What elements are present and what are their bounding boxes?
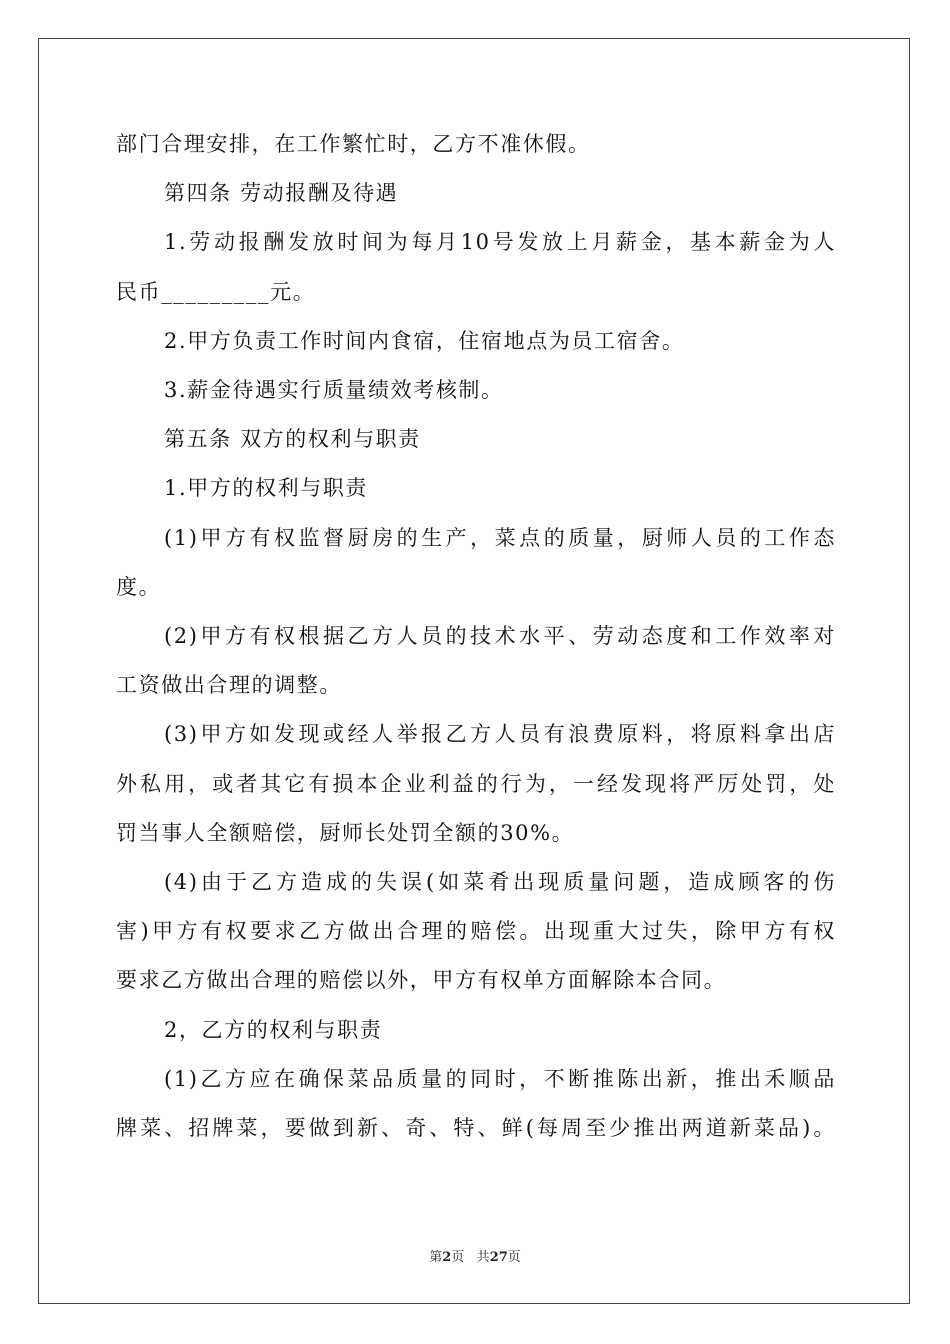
footer-prefix: 第 [429, 1250, 443, 1265]
text-line: 民币_________元。 [116, 279, 316, 304]
page-footer [0, 1246, 950, 1265]
text-line: 牌菜、招牌菜，要做到新、奇、特、鲜(每周至少推出两道新菜品)。 [116, 1116, 836, 1140]
text-line: 部门合理安排，在工作繁忙时，乙方不准休假。 [116, 132, 591, 156]
text-line: (1)甲方有权监督厨房的生产，菜点的质量，厨师人员的工作态 [164, 525, 836, 550]
text-line: 要求乙方做出合理的赔偿以外，甲方有权单方面解除本合同。 [116, 968, 727, 993]
text-line: (2)甲方有权根据乙方人员的技术水平、劳动态度和工作效率对 [164, 624, 836, 648]
text-line: 第五条 双方的权利与职责 [164, 427, 421, 452]
text-line: 罚当事人全额赔偿，厨师长处罚全额的30%。 [116, 820, 575, 845]
text-line: 外私用，或者其它有损本企业利益的行为，一经发现将严厉处罚，处 [116, 771, 836, 796]
text-line: (4)由于乙方造成的失误(如菜肴出现质量问题，造成顾客的伤 [164, 870, 836, 894]
text-line: 1.劳动报酬发放时间为每月10号发放上月薪金，基本薪金为人 [164, 230, 836, 255]
current-page-number: 2 [442, 1250, 452, 1265]
text-line: 2.甲方负责工作时间内食宿，住宿地点为员工宿舍。 [164, 328, 685, 353]
total-pages-number: 27 [489, 1250, 508, 1265]
footer-total-word: 页 [507, 1250, 521, 1265]
text-line: 工资做出合理的调整。 [116, 673, 342, 698]
text-line: 第四条 劳动报酬及待遇 [164, 181, 399, 206]
footer-total-prefix: 共 [476, 1250, 490, 1265]
text-line: (1)乙方应在确保菜品质量的同时，不断推陈出新，推出禾顺品 [164, 1066, 836, 1091]
text-line: 度。 [116, 574, 162, 599]
footer-page-word: 页 [451, 1250, 465, 1265]
text-line: (3)甲方如发现或经人举报乙方人员有浪费原料，将原料拿出店 [164, 722, 836, 747]
text-line: 3.薪金待遇实行质量绩效考核制。 [164, 378, 504, 402]
text-line: 2，乙方的权利与职责 [164, 1017, 383, 1042]
text-line: 害)甲方有权要求乙方做出合理的赔偿。出现重大过失，除甲方有权 [116, 919, 836, 944]
text-line: 1.甲方的权利与职责 [164, 476, 369, 501]
